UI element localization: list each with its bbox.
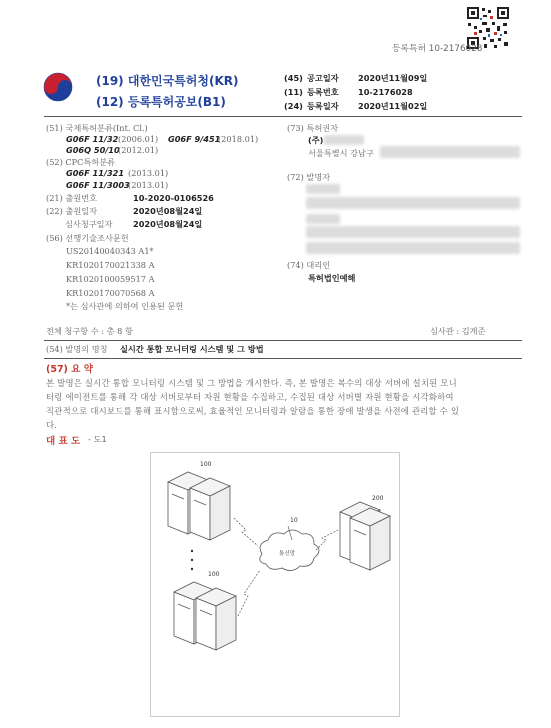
pub-date-label: 공고일자 — [307, 73, 339, 83]
header-divider — [44, 116, 522, 117]
filing-date-value: 2020년08월24일 — [133, 206, 203, 216]
server-c-label: 200 — [372, 495, 384, 502]
application-number-value: 10-2020-0106526 — [133, 193, 214, 203]
application-number-label: (21) 출원번호 — [46, 193, 98, 203]
ipc-label: (51) 국제특허분류(Int. Cl.) — [46, 123, 148, 133]
redacted-inventor-1 — [306, 184, 340, 194]
exam-date-label: 심사청구일자 — [65, 219, 113, 229]
redacted-address — [380, 146, 520, 158]
filing-date-label: (22) 출원일자 — [46, 206, 98, 216]
agent-name: 특허법인예해 — [308, 273, 356, 283]
title-divider — [44, 358, 522, 359]
inventor-label: (72) 발명자 — [287, 172, 331, 182]
patentee-address: 서울특별시 강남구 — [308, 148, 374, 158]
office-title: (19) 대한민국특허청(KR) — [96, 74, 239, 88]
ipc-code-2: G06F 9/451 — [168, 134, 221, 144]
representative-figure-value: - 도1 — [88, 434, 107, 444]
cpc-date-2: (2013.01) — [128, 180, 169, 190]
reg-no-label: 등록번호 — [307, 87, 339, 97]
prior-art-4: KR1020170070568 A — [66, 288, 155, 298]
publication-title: (12) 등록특허공보(B1) — [96, 95, 226, 109]
abstract-heading: (57) 요 약 — [46, 364, 93, 375]
abstract-line-1: 본 발명은 실시간 통합 모니터링 시스템 및 그 방법을 개시한다. 즉, 본 발명은 복수의 대상 서버에 설치된 모니 — [46, 378, 457, 388]
ellipsis-dots — [191, 550, 193, 570]
redacted-patentee-name — [324, 135, 364, 145]
prior-art-1: US20140040343 A1* — [66, 246, 154, 256]
server-a-label: 100 — [200, 461, 212, 468]
reg-date-label: 등록일자 — [307, 101, 339, 111]
pub-date-value: 2020년11월09일 — [358, 73, 428, 83]
server-stack-top — [168, 472, 230, 540]
pub-date-code: (45) — [284, 73, 303, 83]
kipo-logo-icon — [43, 72, 73, 102]
prior-art-note: *는 심사관에 의하여 인용된 문헌 — [66, 301, 184, 311]
ipc-date-3: (2012.01) — [118, 145, 159, 155]
system-diagram — [150, 452, 400, 717]
cpc-label: (52) CPC특허분류 — [46, 157, 116, 167]
server-b-label: 100 — [208, 571, 220, 578]
cpc-code-2: G06F 11/3003 — [66, 180, 130, 190]
cpc-code-1: G06F 11/321 — [66, 168, 125, 178]
prior-art-2: KR1020170021338 A — [66, 260, 155, 270]
ipc-code-3: G06Q 50/10 — [66, 145, 120, 155]
patentee-label: (73) 특허권자 — [287, 123, 339, 133]
abstract-line-3: 직관적으로 대시보드를 통해 표시함으로써, 효율적인 모니터링과 알람을 통한 장애 발생을 사전에 관리할 수 있 — [46, 406, 460, 416]
redacted-inventor-2 — [306, 214, 340, 224]
registration-number-header: 등록특허 10-2176028 — [392, 44, 483, 54]
ipc-date-1: (2006.01) — [118, 134, 159, 144]
redacted-inventor-address-1 — [306, 197, 520, 209]
prior-art-3: KR1020100059517 A — [66, 274, 155, 284]
abstract-line-2: 터링 에이전트를 통해 각 대상 서버로부터 자원 현황을 수집하고, 수집된 대상 서버별 자원 현황을 시각화하여 — [46, 392, 454, 402]
network-label: 통신망 — [279, 551, 295, 557]
exam-date-value: 2020년08월24일 — [133, 219, 203, 229]
network-ref-label: 10 — [290, 517, 298, 524]
ipc-code-1: G06F 11/32 — [66, 134, 119, 144]
invention-title: 실시간 통합 모니터링 시스템 및 그 방법 — [120, 344, 264, 354]
redacted-inventor-address-2 — [306, 226, 520, 238]
ipc-date-2: (2018.01) — [218, 134, 259, 144]
agent-label: (74) 대리인 — [287, 260, 331, 270]
cpc-date-1: (2013.01) — [128, 168, 169, 178]
representative-figure-label: 대 표 도 — [46, 436, 81, 447]
server-stack-bottom — [174, 582, 236, 650]
reg-no-code: (11) — [284, 87, 303, 97]
patentee-prefix: (주) — [308, 135, 324, 145]
prior-art-label: (56) 선행기술조사문헌 — [46, 233, 129, 243]
claims-divider — [44, 340, 522, 341]
abstract-line-4: 다. — [46, 420, 58, 430]
claims-count: 전체 청구항 수 : 총 8 항 — [46, 326, 133, 336]
examiner: 심사관 : 김계준 — [430, 326, 486, 336]
reg-date-code: (24) — [284, 101, 303, 111]
invention-title-label: (54) 발명의 명칭 — [46, 344, 108, 354]
reg-date-value: 2020년11월02일 — [358, 101, 428, 111]
server-stack-right — [340, 502, 390, 570]
reg-no-value: 10-2176028 — [358, 87, 413, 97]
redacted-inventor-address-3 — [306, 242, 520, 254]
